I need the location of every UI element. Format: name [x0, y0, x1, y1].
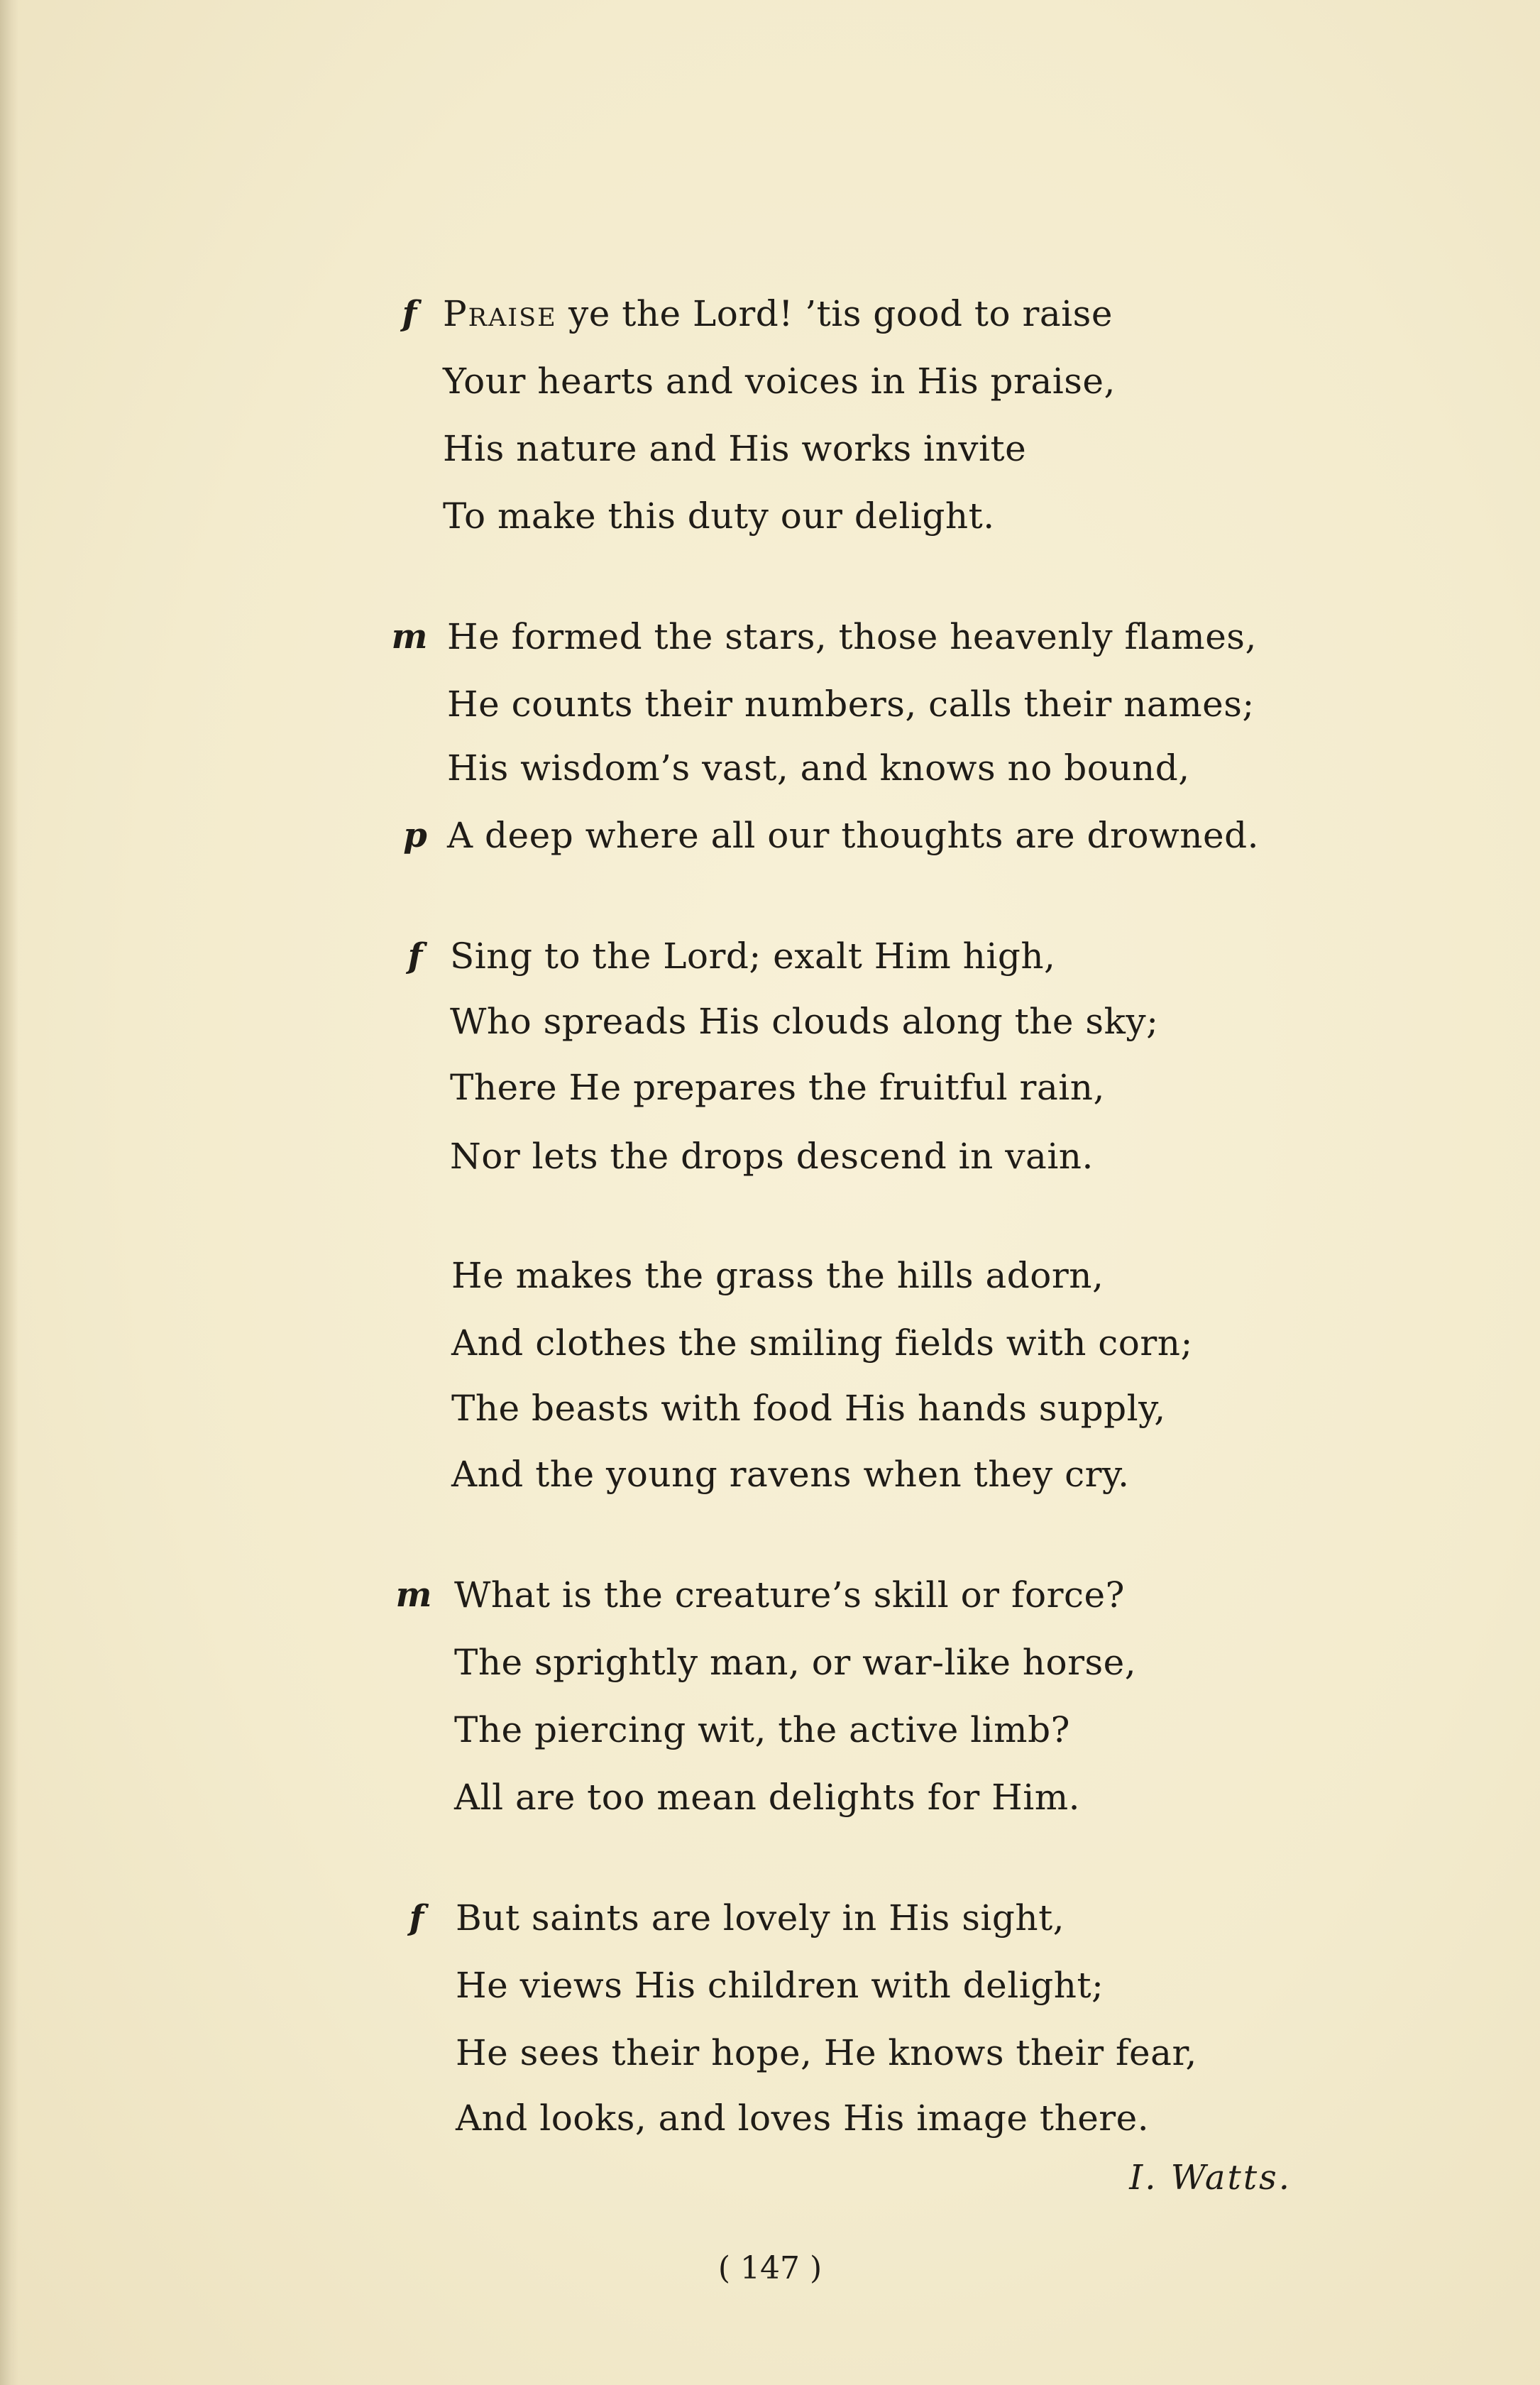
page-number: ( 147 ) [717, 2250, 823, 2286]
verse-line [0, 1242, 1540, 1310]
dynamic-marking: m [391, 617, 428, 657]
verse-line [0, 1764, 1540, 1831]
verse-text: The piercing wit, the active limb? [454, 1709, 1070, 1750]
verse-line [0, 988, 1540, 1056]
verse-line [0, 671, 1540, 738]
verse-line [0, 1441, 1540, 1508]
verse-line [0, 2085, 1540, 2152]
verse-line [0, 348, 1540, 415]
dynamic-marking: p [403, 816, 427, 855]
verse-text: He counts their numbers, calls their names; [447, 684, 1255, 725]
verse-text: All are too mean delights for Him. [454, 1777, 1081, 1818]
verse-text: His nature and His works invite [443, 428, 1027, 469]
verse-line [0, 483, 1540, 550]
verse-line [0, 603, 1540, 671]
dynamic-marking: f [407, 936, 423, 976]
verse-line [0, 1123, 1540, 1190]
verse-first-word: Praise [443, 293, 557, 334]
verse-line [0, 802, 1540, 870]
verse-text: To make this duty our delight. [443, 495, 995, 537]
verse-text: What is the creature’s skill or force? [454, 1574, 1125, 1616]
dynamic-marking: f [402, 294, 417, 334]
verse-text: Sing to the Lord; exalt Him high, [450, 936, 1056, 977]
verse-line [0, 2019, 1540, 2087]
verse-text: Your hearts and voices in His praise, [443, 361, 1116, 402]
verse-line [0, 923, 1540, 990]
verse-line [0, 1054, 1540, 1122]
verse-text: The beasts with food His hands supply, [451, 1388, 1166, 1429]
verse-text: He views His children with delight; [456, 1965, 1104, 2006]
verse-line [0, 1310, 1540, 1377]
verse-line [0, 280, 1540, 348]
verse-text: Who spreads His clouds along the sky; [450, 1001, 1159, 1042]
verse-line [0, 1375, 1540, 1442]
verse-line [0, 1952, 1540, 2019]
verse-text: His wisdom’s vast, and knows no bound, [447, 747, 1190, 789]
verse-line [0, 1629, 1540, 1696]
verse-text: And clothes the smiling fields with corn; [451, 1322, 1193, 1364]
verse-text: Nor lets the drops descend in vain. [450, 1136, 1094, 1177]
verse-line [0, 1562, 1540, 1629]
verse-text: And looks, and loves His image there. [456, 2098, 1150, 2139]
verse-line [0, 415, 1540, 483]
dynamic-marking: m [395, 1575, 432, 1615]
verse-line [0, 735, 1540, 802]
verse-text: But saints are lovely in His sight, [456, 1897, 1065, 1939]
verse-text: He makes the grass the hills adorn, [451, 1255, 1104, 1296]
verse-text: And the young ravens when they cry. [451, 1454, 1130, 1495]
verse-line-rest: ye the Lord! ’tis good to raise [556, 293, 1113, 334]
verse-line [0, 1696, 1540, 1764]
verse-text: He sees their hope, He knows their fear, [456, 2032, 1197, 2073]
verse-text: There He prepares the fruitful rain, [450, 1067, 1105, 1108]
author-attribution: I. Watts. [1129, 2158, 1292, 2198]
verse-text: He formed the stars, those heavenly flames, [447, 616, 1257, 657]
verse-line [0, 1885, 1540, 1952]
verse-text: A deep where all our thoughts are drowned. [447, 815, 1259, 856]
verse-text: The sprightly man, or war-like horse, [454, 1642, 1137, 1683]
verse-text [443, 280, 1113, 348]
dynamic-marking: f [409, 1898, 424, 1938]
